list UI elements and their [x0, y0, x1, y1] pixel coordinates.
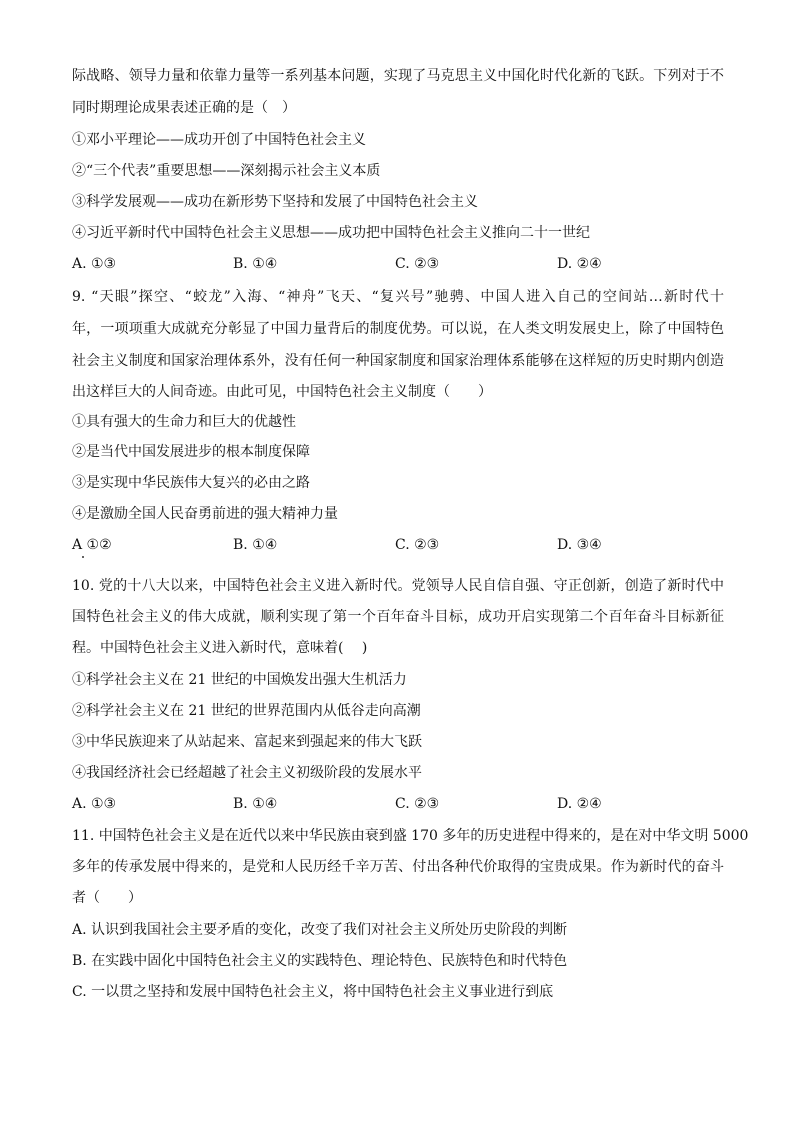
statement-item: ①科学社会主义在 21 世纪的中国焕发出强大生机活力: [72, 672, 407, 688]
answer-option-a: A. 认识到我国社会主要矛盾的变化，改变了我们对社会主义所处历史阶段的判断: [72, 922, 568, 938]
statement-item: ④我国经济社会已经超越了社会主义初级阶段的发展水平: [72, 765, 422, 781]
statement-item: ②“三个代表”重要思想——深刻揭示社会主义本质: [72, 163, 381, 179]
answer-option-c: C. ②③: [395, 256, 440, 272]
question-text-line: 同时期理论成果表述正确的是（ ）: [72, 100, 296, 116]
answer-option-d: D. ②④: [557, 796, 602, 812]
statement-item: ②科学社会主义在 21 世纪的世界范围内从低谷走向高潮: [72, 703, 421, 719]
question-text-line: 出这样巨大的人间奇迹。由此可见，中国特色社会主义制度（ ）: [72, 384, 492, 400]
statement-item: ③是实现中华民族伟大复兴的必由之路: [72, 475, 310, 491]
answer-option-b: B. 在实践中固化中国特色社会主义的实践特色、理论特色、民族特色和时代特色: [72, 953, 568, 969]
stray-mark: [82, 556, 84, 558]
answer-option-a: A. ①③: [72, 256, 117, 272]
statement-item: ③科学发展观——成功在新形势下坚持和发展了中国特色社会主义: [72, 194, 478, 210]
statement-item: ②是当代中国发展进步的根本制度保障: [72, 444, 310, 460]
answer-option-b: B. ①④: [233, 796, 278, 812]
answer-option-a: A. ①③: [72, 796, 117, 812]
statement-item: ①具有强大的生命力和巨大的优越性: [72, 414, 296, 430]
statement-item: ③中华民族迎来了从站起来、富起来到强起来的伟大飞跃: [72, 734, 422, 750]
answer-option-b: B. ①④: [233, 537, 278, 553]
question-text-line: 9. “天眼”探空、“蛟龙”入海、“神舟”飞天、“复兴号”驰骋、中国人进入自己的空间站…新时代十: [72, 289, 724, 305]
question-text-line: 年，一项项重大成就充分彰显了中国力量背后的制度优势。可以说，在人类文明发展史上，除了中国特色: [72, 321, 724, 337]
question-text-line: 10. 党的十八大以来，中国特色社会主义进入新时代。党领导人民自信自强、守正创新，创造了新时代中: [72, 578, 724, 594]
question-text-line: 者（ ）: [72, 890, 142, 906]
answer-option-d: D. ③④: [557, 537, 602, 553]
question-text-line: 多年的传承发展中得来的，是党和人民历经千辛万苦、付出各种代价取得的宝贵成果。作为新时代的奋斗: [72, 859, 724, 875]
answer-option-c: C. ②③: [395, 796, 440, 812]
statement-item: ④是激励全国人民奋勇前进的强大精神力量: [72, 506, 338, 522]
statement-item: ①邓小平理论——成功开创了中国特色社会主义: [72, 132, 366, 148]
statement-item: ④习近平新时代中国特色社会主义思想——成功把中国特色社会主义推向二十一世纪: [72, 225, 590, 241]
question-text-line: 国特色社会主义的伟大成就，顺利实现了第一个百年奋斗目标，成功开启实现第二个百年奋斗目标新征: [72, 609, 724, 625]
answer-option-a: A ①②: [72, 537, 112, 553]
question-text-line: 际战略、领导力量和依靠力量等一系列基本问题，实现了马克思主义中国化时代化新的飞跃。下列对于不: [72, 68, 724, 84]
answer-option-b: B. ①④: [233, 256, 278, 272]
answer-option-c: C. 一以贯之坚持和发展中国特色社会主义，将中国特色社会主义事业进行到底: [72, 984, 554, 1000]
question-text-line: 社会主义制度和国家治理体系外，没有任何一种国家制度和国家治理体系能够在这样短的历史时期内创造: [72, 353, 724, 369]
question-text-line: 程。中国特色社会主义进入新时代，意味着( ): [72, 640, 368, 656]
answer-option-c: C. ②③: [395, 537, 440, 553]
question-text-line: 11. 中国特色社会主义是在近代以来中华民族由衰到盛 170 多年的历史进程中得来的，是在对中华文明 5000: [72, 828, 749, 844]
answer-option-d: D. ②④: [557, 256, 602, 272]
